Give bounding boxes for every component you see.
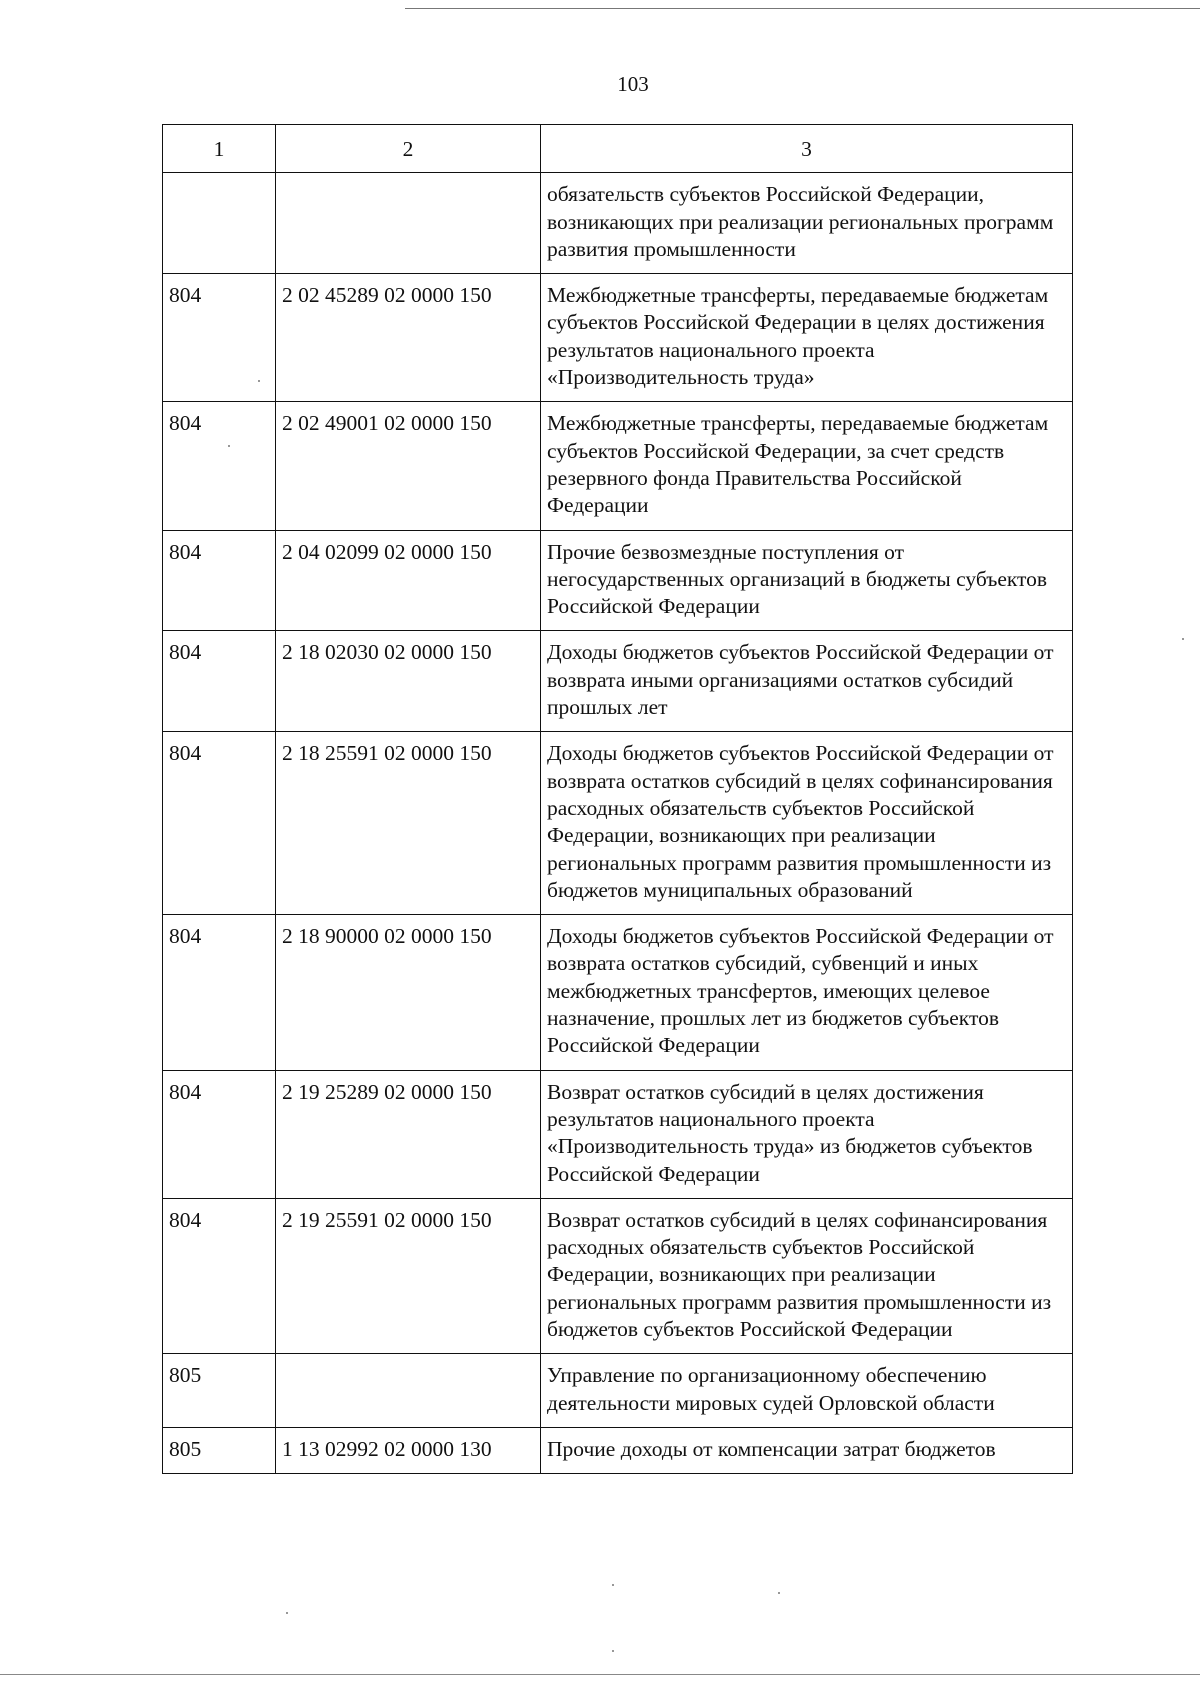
table-row: [163, 1198, 1073, 1353]
income-code-cell: 2 02 45289 02 0000 150: [276, 274, 541, 402]
income-code-cell: [276, 173, 541, 274]
scan-speck: [258, 380, 260, 382]
table-row: [163, 732, 1073, 915]
scan-edge-bottom: [0, 1674, 1200, 1675]
scan-speck: [286, 1612, 288, 1614]
table-row: [163, 1070, 1073, 1198]
table-header-row: [163, 125, 1073, 173]
income-code-cell: 2 18 02030 02 0000 150: [276, 631, 541, 732]
description-cell: Доходы бюджетов субъектов Российской Федерации от возврата остатков субсидий, субвенций и иных межбюджетных трансфертов, имеющих целевое назначение, прошлых лет из бюджетов субъектов Российской Федерации: [541, 915, 1073, 1070]
description-cell: Межбюджетные трансферты, передаваемые бюджетам субъектов Российской Федерации в целях достижения результатов национального проекта «Производительность труда»: [541, 274, 1073, 402]
scan-speck: [612, 1650, 614, 1652]
income-code-cell: 2 19 25591 02 0000 150: [276, 1198, 541, 1353]
income-code-cell: 2 18 25591 02 0000 150: [276, 732, 541, 915]
scan-speck: [778, 1592, 780, 1594]
admin-code-cell: 804: [163, 732, 276, 915]
description-cell: Доходы бюджетов субъектов Российской Федерации от возврата остатков субсидий в целях софинансирования расходных обязательств субъектов Российской Федерации, возникающих при реализации региональных программ развития промышленности из бюджетов муниципальных образований: [541, 732, 1073, 915]
admin-code-cell: 804: [163, 530, 276, 631]
header-col-1: 1: [163, 125, 276, 173]
admin-code-cell: 804: [163, 915, 276, 1070]
scan-speck: [228, 445, 230, 447]
income-code-cell: 1 13 02992 02 0000 130: [276, 1427, 541, 1473]
page-number: 103: [617, 72, 649, 96]
description-cell: Межбюджетные трансферты, передаваемые бюджетам субъектов Российской Федерации, за счет средств резервного фонда Правительства Российской Федерации: [541, 402, 1073, 530]
income-code-cell: 2 02 49001 02 0000 150: [276, 402, 541, 530]
table-row: [163, 274, 1073, 402]
description-cell: Возврат остатков субсидий в целях софинансирования расходных обязательств субъектов Российской Федерации, возникающих при реализации региональных программ развития промышленности из бюджетов субъектов Российской Федерации: [541, 1198, 1073, 1353]
income-code-cell: 2 18 90000 02 0000 150: [276, 915, 541, 1070]
header-col-3: 3: [541, 125, 1073, 173]
description-cell: Прочие безвозмездные поступления от негосударственных организаций в бюджеты субъектов Российской Федерации: [541, 530, 1073, 631]
description-cell: Доходы бюджетов субъектов Российской Федерации от возврата иными организациями остатков субсидий прошлых лет: [541, 631, 1073, 732]
admin-code-cell: 804: [163, 402, 276, 530]
description-cell: Управление по организационному обеспечению деятельности мировых судей Орловской области: [541, 1354, 1073, 1428]
scan-speck: [612, 1584, 614, 1586]
description-cell: Возврат остатков субсидий в целях достижения результатов национального проекта «Производительность труда» из бюджетов субъектов Российской Федерации: [541, 1070, 1073, 1198]
table-row: [163, 1354, 1073, 1428]
admin-code-cell: 804: [163, 274, 276, 402]
admin-code-cell: 804: [163, 1070, 276, 1198]
table-row: [163, 530, 1073, 631]
table-row: [163, 1427, 1073, 1473]
table-row: [163, 915, 1073, 1070]
income-code-cell: 2 19 25289 02 0000 150: [276, 1070, 541, 1198]
income-code-cell: 2 04 02099 02 0000 150: [276, 530, 541, 631]
admin-code-cell: 805: [163, 1354, 276, 1428]
description-cell: Прочие доходы от компенсации затрат бюджетов: [541, 1427, 1073, 1473]
income-code-cell: [276, 1354, 541, 1428]
table-row: [163, 631, 1073, 732]
admin-code-cell: 804: [163, 631, 276, 732]
admin-code-cell: [163, 173, 276, 274]
budget-codes-table: [162, 124, 1073, 1474]
scan-edge-top: [405, 8, 1200, 9]
admin-code-cell: 804: [163, 1198, 276, 1353]
header-col-2: 2: [276, 125, 541, 173]
admin-code-cell: 805: [163, 1427, 276, 1473]
scan-speck: [1182, 638, 1184, 640]
table-row: [163, 173, 1073, 274]
description-cell: обязательств субъектов Российской Федерации, возникающих при реализации региональных программ развития промышленности: [541, 173, 1073, 274]
table-row: [163, 402, 1073, 530]
